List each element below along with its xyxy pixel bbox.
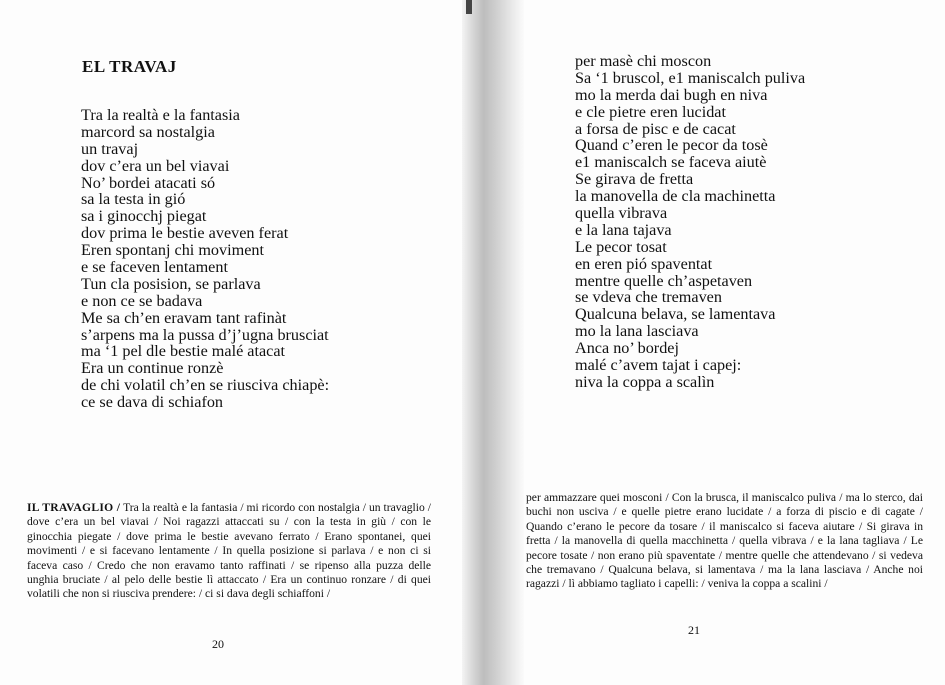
poem-line: a forsa de pisc e de cacat xyxy=(575,119,736,138)
poem-line: ce se dava di schiafon xyxy=(81,393,224,412)
left-translation xyxy=(27,501,431,602)
poem-line: un travaj xyxy=(81,139,139,158)
poem-line: Anca no’ bordej xyxy=(575,339,679,358)
poem-line: se vdeva che tremaven xyxy=(575,288,722,307)
poem-line: de chi volatil ch’en se riusciva chiapè: xyxy=(81,376,330,395)
poem-line: No’ bordei atacati só xyxy=(81,173,216,192)
poem-line: la manovella de cla machinetta xyxy=(575,187,776,206)
page-number-left: 20 xyxy=(212,637,224,651)
poem-line: e cle pietre eren lucidat xyxy=(575,102,726,121)
poem-title: EL TRAVAJ xyxy=(82,57,177,76)
poem-line: quella vibrava xyxy=(575,204,668,223)
poem-line: Sa ‘1 bruscol, e1 maniscalch puliva xyxy=(575,68,806,87)
poem-line: dov prima le bestie aveven ferat xyxy=(81,224,289,243)
poem-line: Quand c’eren le pecor da tosè xyxy=(575,136,768,155)
poem-line: mentre quelle ch’aspetaven xyxy=(575,271,753,290)
poem-line: e la lana tajava xyxy=(575,220,672,239)
translation-text: per ammazzare quei mosconi / Con la brusca, il maniscalco puliva / ma lo sterco, dai buchi non usciva / e quelle pietre erano lucidate / a forza di piscio e di cagate / Quando c’erano le pecore da tosare / il maniscalco si faceva aiutare / Si girava in fretta / la manovella di quella macchinetta / quella vibrava / e la lana tagliava / Le pecore tosate / non erano più spaventate / mentre quelle che attendevano / si vedeva che tremavano / Qualcuna belava, si lamentava / ma la lana lasciava / Anche noi ragazzi / lì abbiamo tagliato i capelli: / veniva la coppa a scalini / xyxy=(526,491,923,591)
poem-line: Tra la realtà e la fantasia xyxy=(81,106,240,124)
gutter-edge xyxy=(466,0,472,14)
right-poem xyxy=(575,53,805,391)
page-number-right: 21 xyxy=(688,623,700,637)
poem-line: per masè chi moscon xyxy=(575,52,712,70)
poem-line: Me sa ch’en eravam tant rafinàt xyxy=(81,308,287,327)
translation-title: IL TRAVAGLIO / xyxy=(27,501,121,514)
poem-line: niva la coppa a scalìn xyxy=(575,372,715,391)
poem-line: s’arpens ma la pussa d’j’ugna brusciat xyxy=(81,325,329,344)
left-page xyxy=(0,0,470,685)
book-gutter-shadow xyxy=(462,0,524,685)
poem-line: mo la lana lasciava xyxy=(575,322,699,341)
poem-line: en eren pió spaventat xyxy=(575,254,713,273)
poem-line: Eren spontanj chi moviment xyxy=(81,241,264,260)
poem-line: malé c’avem tajat i capej: xyxy=(575,356,742,375)
poem-line: mo la merda dai bugh en niva xyxy=(575,85,768,104)
poem-line: Se girava de fretta xyxy=(575,170,694,189)
poem-line: e1 maniscalch se faceva aiutè xyxy=(575,153,767,172)
left-poem xyxy=(81,107,329,411)
poem-line: Qualcuna belava, se lamentava xyxy=(575,305,776,324)
poem-line: Tun cla posision, se parlava xyxy=(81,274,261,293)
translation-text: Tra la realtà e la fantasia / mi ricordo con nostalgia / un travaglio / dove c’era un bel viavai / Noi ragazzi attaccati su / con la testa in giù / con le ginocchia piegate / dove prima le bestie avevano ferrato / Erano spontanei, quei movimenti / e si facevano lentamente / In quella posizione si parlava / e non ci si faceva caso / Credo che non eravamo tanto raffinati / se ripenso alla puzza delle unghia bruciate / al pelo delle bestie lì attaccato / Era un continuo ronzare / di quei volatili che non si riusciva prendere: / ci si dava degli schiaffoni / xyxy=(27,501,431,601)
poem-line: Era un continue ronzè xyxy=(81,359,224,378)
poem-line: sa i ginocchj piegat xyxy=(81,207,207,226)
poem-line: dov c’era un bel viavai xyxy=(81,156,230,175)
poem-line: Le pecor tosat xyxy=(575,237,667,256)
right-translation xyxy=(526,491,923,592)
poem-line: sa la testa in gió xyxy=(81,190,186,209)
right-page xyxy=(470,0,945,685)
poem-line: marcord sa nostalgia xyxy=(81,122,215,141)
poem-line: e se faceven lentament xyxy=(81,258,228,277)
poem-line: e non ce se badava xyxy=(81,291,203,310)
poem-line: ma ‘1 pel dle bestie malé atacat xyxy=(81,342,286,361)
